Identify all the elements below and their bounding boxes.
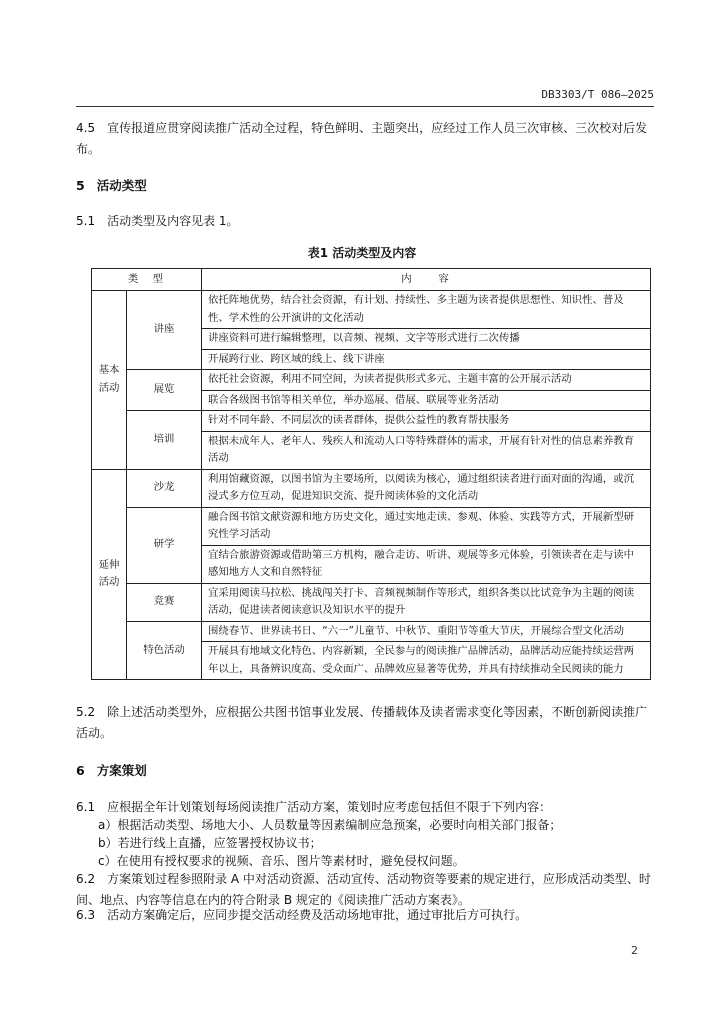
section-6-heading [76, 760, 658, 781]
table-header-row [92, 269, 651, 291]
content-cell: 宜结合旅游资源或借助第三方机构，融合走访、听讲、观展等多元体验，引领读者在走与读中感知地方人文和自然特征 [202, 545, 651, 583]
content-cell: 宜采用阅读马拉松、挑战闯关打卡、音频视频制作等形式，组织各类以比试竞争为主题的阅读活动，促进读者阅读意识及知识水平的提升 [202, 583, 651, 621]
list-item: c）在使用有授权要求的视频、音乐、图片等素材时，避免侵权问题。 [98, 854, 465, 868]
list-item: a）根据活动类型、场地大小、人员数量等因素编制应急预案，必要时向相关部门报备； [98, 818, 562, 832]
header-divider [76, 106, 654, 107]
section-number: 6 [76, 763, 85, 778]
document-id: DB3303/T 086—2025 [541, 88, 654, 101]
content-cell: 开展跨行业、跨区域的线上、线下讲座 [202, 349, 651, 370]
clause-text: 活动类型及内容见表 1。 [107, 214, 239, 228]
clause-text: 方案策划过程参照附录 A 中对活动资源、活动宣传、活动物资等要素的规定进行，应形成活动类型、时间、地点、内容等信息在内的符合附录 B 规定的《阅读推广活动方案表》。 [76, 872, 651, 907]
activity-type-table [91, 268, 651, 680]
subtype-cell: 研学 [127, 507, 202, 583]
subtype-cell: 讲座 [127, 291, 202, 370]
clause-text: 应根据全年计划策划每场阅读推广活动方案，策划时应考虑包括但不限于下列内容： [107, 800, 552, 814]
list-item: b）若进行线上直播，应签署授权协议书； [98, 836, 322, 850]
subtype-cell: 培训 [127, 411, 202, 470]
content-cell: 根据未成年人、老年人、残疾人和流动人口等特殊群体的需求，开展有针对性的信息素养教育活动 [202, 431, 651, 469]
clause-5-1 [76, 211, 658, 232]
clause-text: 宣传报道应贯穿阅读推广活动全过程，特色鲜明、主题突出，应经过工作人员三次审核、三次校对后发布。 [76, 121, 648, 156]
content-cell: 融合图书馆文献资源和地方历史文化，通过实地走读、参观、体验、实践等方式，开展新型研究性学习活动 [202, 507, 651, 545]
subtype-cell: 展览 [127, 370, 202, 411]
content-cell: 利用馆藏资源，以图书馆为主要场所，以阅读为核心，通过组织读者进行面对面的沟通，或沉浸式多方位互动，促进知识交流、提升阅读体验的文化活动 [202, 469, 651, 507]
category-cell: 延伸活动 [92, 469, 127, 680]
content-cell: 依托社会资源，利用不同空间，为读者提供形式多元、主题丰富的公开展示活动 [202, 370, 651, 391]
content-cell: 联合各级图书馆等相关单位，举办巡展、借展、联展等业务活动 [202, 390, 651, 411]
clause-number: 6.2 [76, 872, 96, 886]
content-cell: 开展具有地域文化特色、内容新颖，全民参与的阅读推广品牌活动，品牌活动应能持续运营两年以上，具备辨识度高、受众面广、品牌效应显著等优势，并具有持续推动全民阅读的能力 [202, 642, 651, 680]
content-cell: 依托阵地优势，结合社会资源，有计划、持续性、多主题为读者提供思想性、知识性、普及性、学术性的公开演讲的文化活动 [202, 291, 651, 329]
section-title: 活动类型 [96, 178, 147, 193]
table-row [92, 583, 651, 621]
clause-number: 6.1 [76, 800, 96, 814]
page-number: 2 [631, 944, 638, 957]
section-number: 5 [76, 178, 85, 193]
section-title: 方案策划 [96, 763, 147, 778]
subtype-cell: 沙龙 [127, 469, 202, 507]
clause-number: 4.5 [76, 121, 96, 135]
clause-number: 5.2 [76, 705, 96, 719]
table-row [92, 291, 651, 329]
subtype-cell: 竞赛 [127, 583, 202, 621]
table-row [92, 507, 651, 545]
table-row [92, 411, 651, 432]
category-cell: 基本活动 [92, 291, 127, 470]
column-header-content: 内 容 [202, 269, 651, 291]
clause-text: 活动方案确定后，应同步提交活动经费及活动场地审批，通过审批后方可执行。 [107, 908, 528, 922]
clause-6-3 [76, 905, 658, 926]
content-cell: 围绕春节、世界读书日、“六一”儿童节、中秋节、重阳节等重大节庆，开展综合型文化活动 [202, 621, 651, 642]
clause-text: 除上述活动类型外，应根据公共图书馆事业发展、传播载体及读者需求变化等因素，不断创新阅读推广活动。 [76, 705, 648, 740]
table-row [92, 621, 651, 642]
clause-number: 5.1 [76, 214, 96, 228]
table-row [92, 370, 651, 391]
subtype-cell: 特色活动 [127, 621, 202, 680]
table-row [92, 469, 651, 507]
column-header-type: 类 型 [92, 269, 202, 291]
content-cell: 讲座资料可进行编辑整理，以音频、视频、文字等形式进行二次传播 [202, 329, 651, 350]
clause-number: 6.3 [76, 908, 96, 922]
clause-4-5 [76, 118, 658, 160]
content-cell: 针对不同年龄、不同层次的读者群体，提供公益性的教育帮扶服务 [202, 411, 651, 432]
table-caption: 表1 活动类型及内容 [307, 246, 417, 260]
section-5-heading [76, 175, 658, 196]
clause-5-2 [76, 702, 658, 744]
